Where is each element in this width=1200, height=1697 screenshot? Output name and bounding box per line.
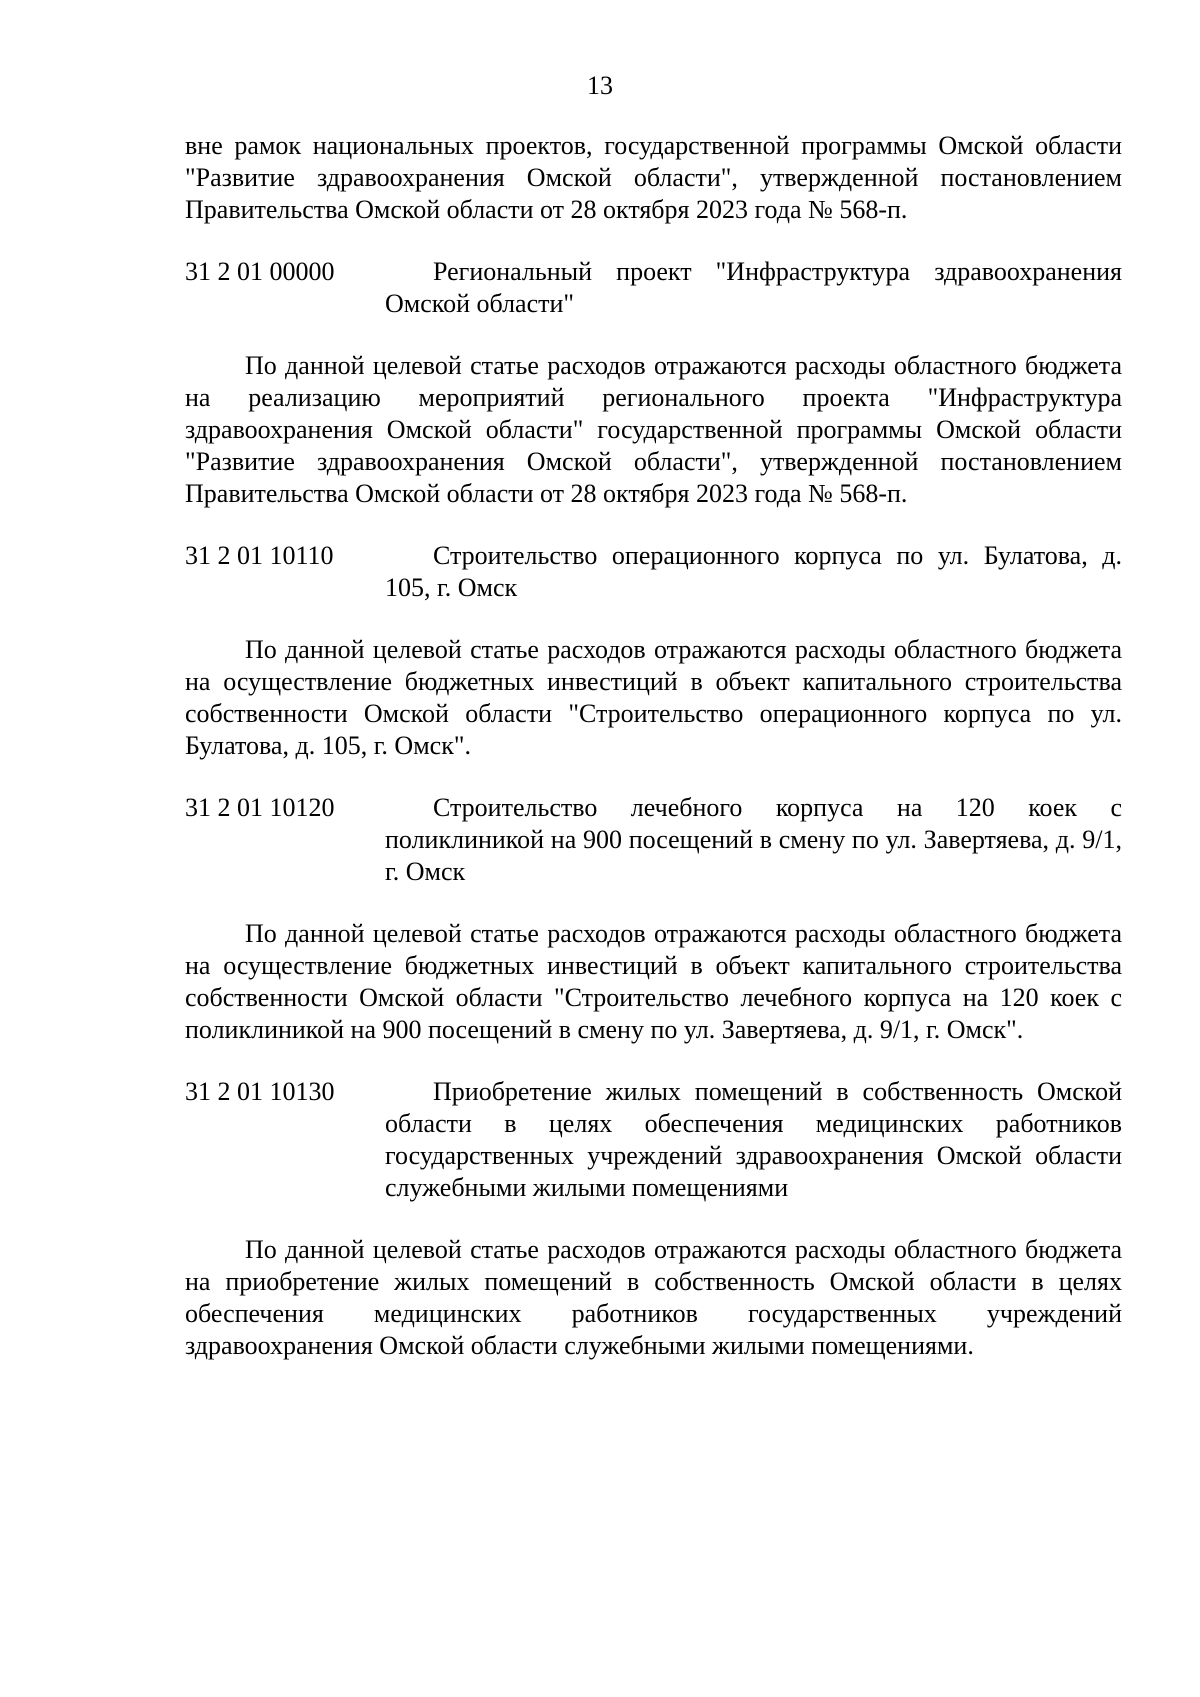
intro-paragraph: вне рамок национальных проектов, государственной программы Омской области "Развитие здравоохранения Омской области", утвержденной постановлением Правительства Омской области от 28 октября 2023 года № 568-п. [185,131,1122,224]
spacer [185,1046,1122,1076]
code-title: Строительство лечебного корпуса на 120 коек с поликлиникой на 900 посещений в смену по ул. Завертяева, д. 9/1, г. Омск [385,793,1122,886]
budget-code: 31 2 01 00000 [185,257,335,286]
code-title: Приобретение жилых помещений в собственность Омской области в целях обеспечения медицинских работников государственных учреждений здравоохранения Омской области служебными жилыми помещениями [385,1077,1122,1202]
spacer [185,1204,1122,1234]
code-description: По данной целевой статье расходов отражаются расходы областного бюджета на осуществление бюджетных инвестиций в объект капитального строительства собственности Омской области "Строительство операционного корпуса по ул. Булатова, д. 105, г. Омск". [185,635,1122,760]
code-entry [185,792,1122,888]
spacer [185,510,1122,540]
budget-code: 31 2 01 10120 [185,793,335,822]
page-number: 13 [587,71,613,100]
spacer [185,604,1122,634]
code-title: Строительство операционного корпуса по ул. Булатова, д. 105, г. Омск [385,541,1122,602]
code-description: По данной целевой статье расходов отражаются расходы областного бюджета на осуществление бюджетных инвестиций в объект капитального строительства собственности Омской области "Строительство лечебного корпуса на 120 коек с поликлиникой на 900 посещений в смену по ул. Завертяева, д. 9/1, г. Омск". [185,919,1122,1044]
code-description: По данной целевой статье расходов отражаются расходы областного бюджета на реализацию мероприятий регионального проекта "Инфраструктура здравоохранения Омской области" государственной программы Омской области "Развитие здравоохранения Омской области", утвержденной постановлением Правительства Омской области от 28 октября 2023 года № 568-п. [185,351,1122,508]
code-entry [185,1076,1122,1204]
spacer [185,320,1122,350]
code-entry [185,540,1122,604]
budget-code: 31 2 01 10130 [185,1077,335,1106]
spacer [185,226,1122,256]
spacer [185,888,1122,918]
code-description: По данной целевой статье расходов отражаются расходы областного бюджета на приобретение жилых помещений в собственность Омской области в целях обеспечения медицинских работников государственных учреждений здравоохранения Омской области служебными жилыми помещениями. [185,1235,1122,1360]
budget-code: 31 2 01 10110 [185,541,334,570]
code-entry [185,256,1122,320]
document-body [185,130,1122,1362]
spacer [185,762,1122,792]
code-title: Региональный проект "Инфраструктура здравоохранения Омской области" [385,257,1122,318]
